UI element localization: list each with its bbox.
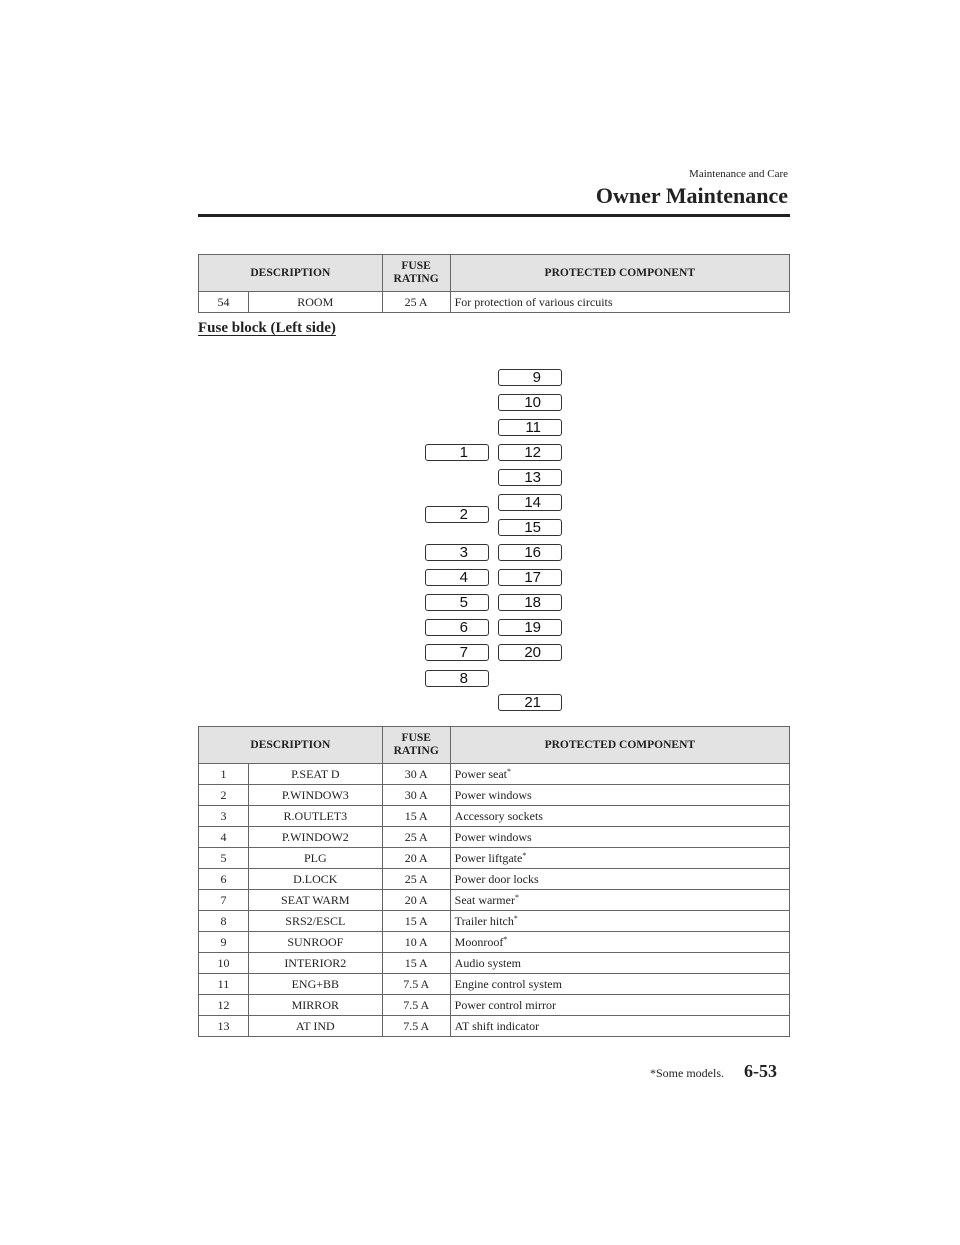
table-row <box>199 292 790 313</box>
fuse-rating: 7.5 A <box>382 995 450 1016</box>
protected-component <box>450 974 789 995</box>
fuse-number: 5 <box>199 848 249 869</box>
fuse-slot-5: 5 <box>425 594 489 611</box>
fuse-description: P.WINDOW2 <box>248 827 382 848</box>
protected-component <box>450 995 789 1016</box>
some-models-marker: * <box>513 913 518 923</box>
fuse-number: 1 <box>199 764 249 785</box>
table-row <box>199 932 790 953</box>
fuse-description: P.WINDOW3 <box>248 785 382 806</box>
fuse-description: ROOM <box>248 292 382 313</box>
fuse-number: 2 <box>199 785 249 806</box>
component-text: Power seat <box>454 766 507 781</box>
component-text: Power door locks <box>454 871 539 886</box>
header-protected-component: PROTECTED COMPONENT <box>450 727 789 764</box>
table-header-row <box>199 727 790 764</box>
table-header-row <box>199 255 790 292</box>
protected-component <box>450 785 789 806</box>
table-row <box>199 953 790 974</box>
component-text: Engine control system <box>454 976 562 991</box>
protected-component <box>450 932 789 953</box>
fuse-rating: 10 A <box>382 932 450 953</box>
fuse-rating: 15 A <box>382 953 450 974</box>
section-title: Maintenance and Care <box>689 168 788 180</box>
fuse-slot-7: 7 <box>425 644 489 661</box>
fuse-number: 6 <box>199 869 249 890</box>
table-row <box>199 974 790 995</box>
table-row <box>199 806 790 827</box>
footnote-some-models: *Some models. <box>650 1066 724 1080</box>
table-row <box>199 785 790 806</box>
header-fuse-rating: FUSE RATING <box>382 255 450 292</box>
component-text: Seat warmer <box>454 892 515 907</box>
fuse-slot-19: 19 <box>498 619 562 636</box>
fuse-number: 9 <box>199 932 249 953</box>
fuse-rating: 25 A <box>382 869 450 890</box>
component-text: Accessory sockets <box>454 808 543 823</box>
fuse-number: 54 <box>199 292 249 313</box>
table-row <box>199 848 790 869</box>
fuse-table-continued <box>198 254 790 313</box>
fuse-number: 10 <box>199 953 249 974</box>
fuse-rating: 20 A <box>382 890 450 911</box>
table-row <box>199 827 790 848</box>
fuse-description: MIRROR <box>248 995 382 1016</box>
fuse-slot-13: 13 <box>498 469 562 486</box>
fuse-slot-14: 14 <box>498 494 562 511</box>
table-row <box>199 911 790 932</box>
fuse-number: 3 <box>199 806 249 827</box>
header-fuse-rating: FUSE RATING <box>382 727 450 764</box>
component-text: For protection of various circuits <box>454 294 613 309</box>
fuse-slot-2: 2 <box>425 506 489 523</box>
fuse-rating: 7.5 A <box>382 974 450 995</box>
component-text: Audio system <box>454 955 521 970</box>
table-body <box>199 764 790 1037</box>
fuse-rating: 15 A <box>382 806 450 827</box>
protected-component <box>450 764 789 785</box>
header-description: DESCRIPTION <box>199 255 383 292</box>
fuse-slot-11: 11 <box>498 419 562 436</box>
fuse-description: AT IND <box>248 1016 382 1037</box>
header-description: DESCRIPTION <box>199 727 383 764</box>
header-protected-component: PROTECTED COMPONENT <box>450 255 789 292</box>
table-row <box>199 995 790 1016</box>
fuse-slot-4: 4 <box>425 569 489 586</box>
table-row <box>199 890 790 911</box>
fuse-number: 4 <box>199 827 249 848</box>
protected-component <box>450 869 789 890</box>
table-row <box>199 869 790 890</box>
fuse-slot-18: 18 <box>498 594 562 611</box>
fuse-slot-20: 20 <box>498 644 562 661</box>
fuse-rating: 30 A <box>382 785 450 806</box>
fuse-number: 12 <box>199 995 249 1016</box>
fuse-number: 11 <box>199 974 249 995</box>
fuse-slot-21: 21 <box>498 694 562 711</box>
fuse-slot-3: 3 <box>425 544 489 561</box>
protected-component <box>450 1016 789 1037</box>
fuse-description: SRS2/ESCL <box>248 911 382 932</box>
protected-component <box>450 890 789 911</box>
table-row <box>199 764 790 785</box>
component-text: Power liftgate <box>454 850 523 865</box>
fuse-slot-17: 17 <box>498 569 562 586</box>
component-text: AT shift indicator <box>454 1018 540 1033</box>
fuse-slot-9: 9 <box>498 369 562 386</box>
fuse-rating: 30 A <box>382 764 450 785</box>
some-models-marker: * <box>506 766 511 776</box>
fuse-number: 13 <box>199 1016 249 1037</box>
component-text: Power windows <box>454 829 532 844</box>
some-models-marker: * <box>522 850 527 860</box>
protected-component <box>450 292 789 313</box>
page-number: 6-53 <box>744 1061 777 1081</box>
some-models-marker: * <box>514 892 519 902</box>
fuse-slot-15: 15 <box>498 519 562 536</box>
fuse-rating: 25 A <box>382 292 450 313</box>
component-text: Moonroof <box>454 934 504 949</box>
some-models-marker: * <box>503 934 508 944</box>
table-row <box>199 1016 790 1037</box>
fuse-description: ENG+BB <box>248 974 382 995</box>
fuse-rating: 15 A <box>382 911 450 932</box>
fuse-description: PLG <box>248 848 382 869</box>
fuse-number: 8 <box>199 911 249 932</box>
protected-component <box>450 827 789 848</box>
fuse-slot-12: 12 <box>498 444 562 461</box>
protected-component <box>450 953 789 974</box>
fuse-slot-16: 16 <box>498 544 562 561</box>
component-text: Power control mirror <box>454 997 556 1012</box>
fuse-description: SEAT WARM <box>248 890 382 911</box>
fuse-slot-10: 10 <box>498 394 562 411</box>
fuse-rating: 25 A <box>382 827 450 848</box>
header-rule <box>198 214 790 217</box>
protected-component <box>450 848 789 869</box>
fuse-rating: 7.5 A <box>382 1016 450 1037</box>
fuse-description: P.SEAT D <box>248 764 382 785</box>
fuse-table-left-side <box>198 726 790 1037</box>
fuse-description: SUNROOF <box>248 932 382 953</box>
protected-component <box>450 806 789 827</box>
table-body <box>199 292 790 313</box>
component-text: Trailer hitch <box>454 913 514 928</box>
fuse-description: INTERIOR2 <box>248 953 382 974</box>
protected-component <box>450 911 789 932</box>
fuse-description: D.LOCK <box>248 869 382 890</box>
fuse-slot-8: 8 <box>425 670 489 687</box>
component-text: Power windows <box>454 787 532 802</box>
fuse-block-title: Fuse block (Left side) <box>198 320 336 336</box>
fuse-slot-1: 1 <box>425 444 489 461</box>
fuse-description: R.OUTLET3 <box>248 806 382 827</box>
fuse-slot-6: 6 <box>425 619 489 636</box>
chapter-title: Owner Maintenance <box>595 183 788 208</box>
fuse-number: 7 <box>199 890 249 911</box>
fuse-rating: 20 A <box>382 848 450 869</box>
